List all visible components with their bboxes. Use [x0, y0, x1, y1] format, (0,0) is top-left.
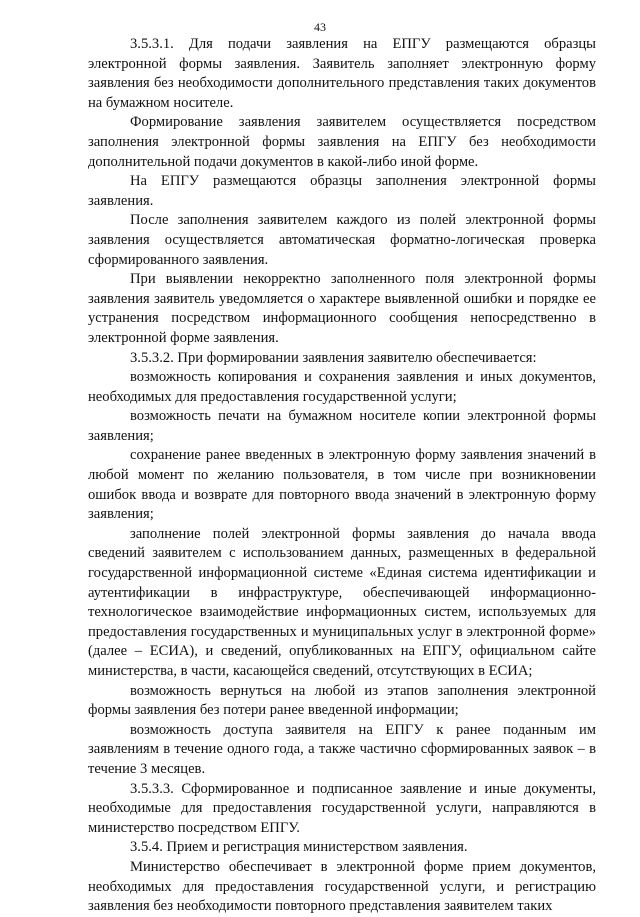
- list-item-return-step: возможность вернуться на любой из этапов заполнения электронной формы заявления без потери ранее введенной информации;: [88, 682, 596, 719]
- page-number: 43: [314, 20, 326, 34]
- paragraph-samples: На ЕПГУ размещаются образцы заполнения электронной формы заявления.: [88, 173, 596, 209]
- list-item-access-history: возможность доступа заявителя на ЕПГУ к ранее поданным им заявлениям в течение одного года, а также частично сформированных заявок – в течение 3 месяцев.: [88, 721, 596, 777]
- list-item-print: возможность печати на бумажном носителе копии электронной формы заявления;: [88, 408, 596, 444]
- list-item-copy-save: возможность копирования и сохранения заявления и иных документов, необходимых для предоставления государственной услуги;: [88, 369, 596, 405]
- paragraph-form-filling: Формирование заявления заявителем осуществляется посредством заполнения электронной формы заявления на ЕПГУ без необходимости дополнительной подачи документов в какой-либо иной форме.: [88, 114, 596, 170]
- paragraph-3-5-4: 3.5.4. Прием и регистрация министерством заявления.: [130, 839, 468, 856]
- paragraph-3-5-3-2: 3.5.3.2. При формировании заявления заявителю обеспечивается:: [130, 349, 537, 366]
- paragraph-3-5-3-3: 3.5.3.3. Сформированное и подписанное заявление и иные документы, необходимые для предоставления государственной услуги, направляются в министерство посредством ЕПГУ.: [88, 780, 596, 836]
- list-item-save-values: сохранение ранее введенных в электронную форму заявления значений в любой момент по желанию пользователя, в том числе при возникновении ошибок ввода и возврате для повторного ввода значений в электронную форму заявления;: [88, 447, 596, 523]
- paragraph-3-5-3-1: 3.5.3.1. Для подачи заявления на ЕПГУ размещаются образцы электронной формы заявления. Заявитель заполняет электронную форму заявления без необходимости дополнительного представления таких документов на бумажном носителе.: [88, 36, 596, 111]
- paragraph-format-check: После заполнения заявителем каждого из полей электронной формы заявления осуществляется автоматическая форматно-логическая проверка сформированного заявления.: [88, 212, 596, 268]
- document-body: [88, 35, 596, 917]
- list-item-autofill-esia: заполнение полей электронной формы заявления до начала ввода сведений заявителем с использованием данных, размещенных в федеральной государственной информационной системе «Единая система идентификации и аутентификации в инфраструктуре, обеспечивающей информационно-технологическое взаимодействие информационных систем, используемых для предоставления государственных и муниципальных услуг в электронной форме» (далее – ЕСИА), и сведений, опубликованных на ЕПГУ, официальном сайте министерства, в части, касающейся сведений, отсутствующих в ЕСИА;: [88, 525, 596, 679]
- paragraph-error-notice: При выявлении некорректно заполненного поля электронной формы заявления заявитель уведомляется о характере выявленной ошибки и порядке ее устранения посредством информационного сообщения непосредственно в электронной форме заявления.: [88, 271, 596, 346]
- paragraph-ministry-intake: Министерство обеспечивает в электронной форме прием документов, необходимых для предоставления государственной услуги, и регистрацию заявления без необходимости повторного представления заявителем таких: [88, 858, 596, 915]
